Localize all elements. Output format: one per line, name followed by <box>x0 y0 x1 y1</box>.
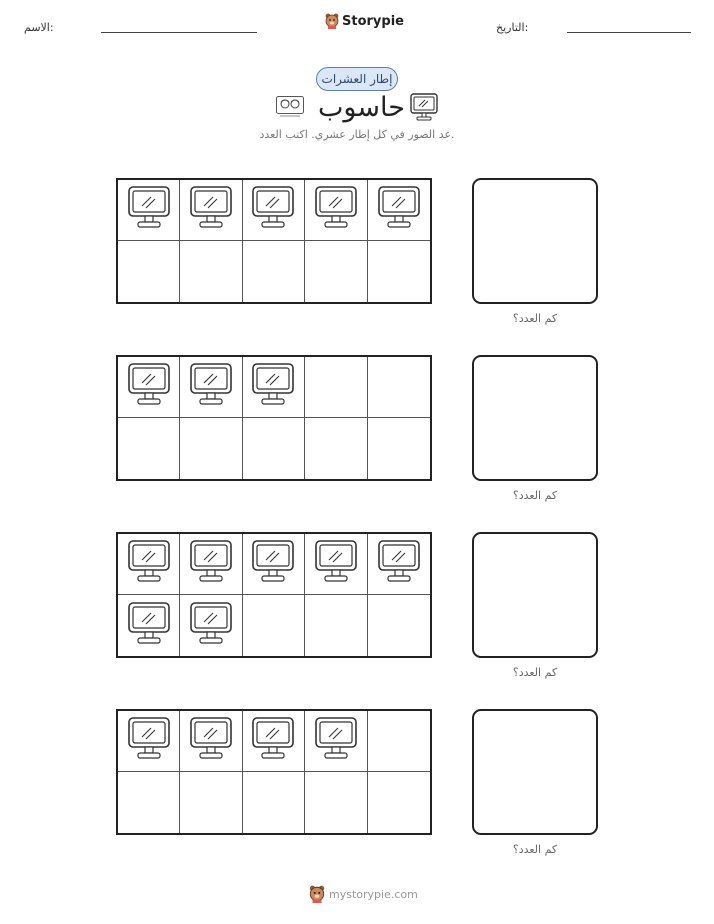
ten-frame-cell <box>243 711 305 772</box>
footer <box>309 885 418 903</box>
computer-monitor-icon <box>189 185 233 235</box>
ten-frame-cell <box>305 180 367 241</box>
ten-frame-cell <box>368 357 430 418</box>
ten-frame-cell <box>243 180 305 241</box>
name-line[interactable] <box>101 32 257 33</box>
ten-frame-cell <box>118 534 180 595</box>
ten-frame-cell <box>243 418 305 479</box>
ten-frame-cell <box>368 772 430 833</box>
ten-frame <box>116 709 432 835</box>
how-many-label: كم العدد؟ <box>512 666 558 679</box>
ten-frame-cell <box>180 357 242 418</box>
ten-frame-cell <box>118 180 180 241</box>
how-many-label: كم العدد؟ <box>512 312 558 325</box>
ten-frame-cell <box>368 534 430 595</box>
computer-monitor-icon <box>127 716 171 766</box>
ten-frame-cell <box>305 772 367 833</box>
brand-name: Storypie <box>342 13 404 29</box>
ten-frame-cell <box>305 241 367 302</box>
ten-frame-cell <box>368 711 430 772</box>
computer-monitor-icon <box>251 362 295 412</box>
ten-frame-cell <box>243 772 305 833</box>
ten-frame <box>116 178 432 304</box>
ten-frame-cell <box>368 595 430 656</box>
computer-monitor-icon <box>127 185 171 235</box>
ten-frame-cell <box>305 418 367 479</box>
how-many-label: كم العدد؟ <box>512 843 558 856</box>
bear-icon <box>309 885 325 903</box>
ten-frame-cell <box>368 241 430 302</box>
ten-frame-cell <box>243 357 305 418</box>
ten-frame-cell <box>118 711 180 772</box>
computer-monitor-icon <box>314 539 358 589</box>
computer-monitor-icon <box>377 539 421 589</box>
date-line[interactable] <box>567 32 691 33</box>
how-many-label: كم العدد؟ <box>512 489 558 502</box>
topic-badge: إطار العشرات <box>316 67 398 91</box>
answer-box[interactable] <box>472 355 598 481</box>
bear-icon <box>325 13 339 29</box>
computer-monitor-icon <box>314 185 358 235</box>
footer-site: mystorypie.com <box>329 887 418 901</box>
computer-monitor-icon <box>189 539 233 589</box>
ten-frame-cell <box>368 180 430 241</box>
ten-frame-cell <box>118 357 180 418</box>
ten-frame-cell <box>305 711 367 772</box>
ten-frame-cell <box>180 180 242 241</box>
computer-monitor-icon <box>189 362 233 412</box>
instructions: عد الصور في كل إطار عشري. اكتب العدد. <box>259 128 455 141</box>
answer-box[interactable] <box>472 709 598 835</box>
ten-frame-cell <box>243 241 305 302</box>
ten-frame <box>116 355 432 481</box>
ten-frame-cell <box>118 772 180 833</box>
computer-monitor-icon <box>127 362 171 412</box>
ten-frame-cell <box>180 595 242 656</box>
computer-monitor-icon <box>377 185 421 235</box>
ten-frame-cell <box>118 418 180 479</box>
computer-monitor-icon <box>189 716 233 766</box>
ten-frame-cell <box>118 595 180 656</box>
answer-box[interactable] <box>472 178 598 304</box>
ten-frame-cell <box>305 595 367 656</box>
ten-frame-cell <box>243 595 305 656</box>
worksheet-title: حاسوب <box>318 92 405 123</box>
ten-frame-cell <box>243 534 305 595</box>
ten-frame-cell <box>368 418 430 479</box>
computer-monitor-icon <box>251 539 295 589</box>
computer-monitor-icon <box>127 539 171 589</box>
children-icon <box>276 96 304 122</box>
date-label: التاريخ: <box>496 21 529 34</box>
ten-frame-cell <box>118 241 180 302</box>
computer-monitor-icon <box>189 601 233 651</box>
answer-box[interactable] <box>472 532 598 658</box>
computer-monitor-icon <box>251 185 295 235</box>
computer-monitor-icon <box>251 716 295 766</box>
ten-frame-cell <box>180 418 242 479</box>
ten-frame-cell <box>180 772 242 833</box>
computer-monitor-icon <box>409 92 439 126</box>
computer-monitor-icon <box>314 716 358 766</box>
ten-frame-cell <box>180 534 242 595</box>
name-label: الاسم: <box>24 21 54 34</box>
ten-frame-cell <box>180 711 242 772</box>
ten-frame <box>116 532 432 658</box>
ten-frame-cell <box>180 241 242 302</box>
ten-frame-cell <box>305 357 367 418</box>
brand-logo <box>325 13 404 29</box>
ten-frame-cell <box>305 534 367 595</box>
computer-monitor-icon <box>127 601 171 651</box>
